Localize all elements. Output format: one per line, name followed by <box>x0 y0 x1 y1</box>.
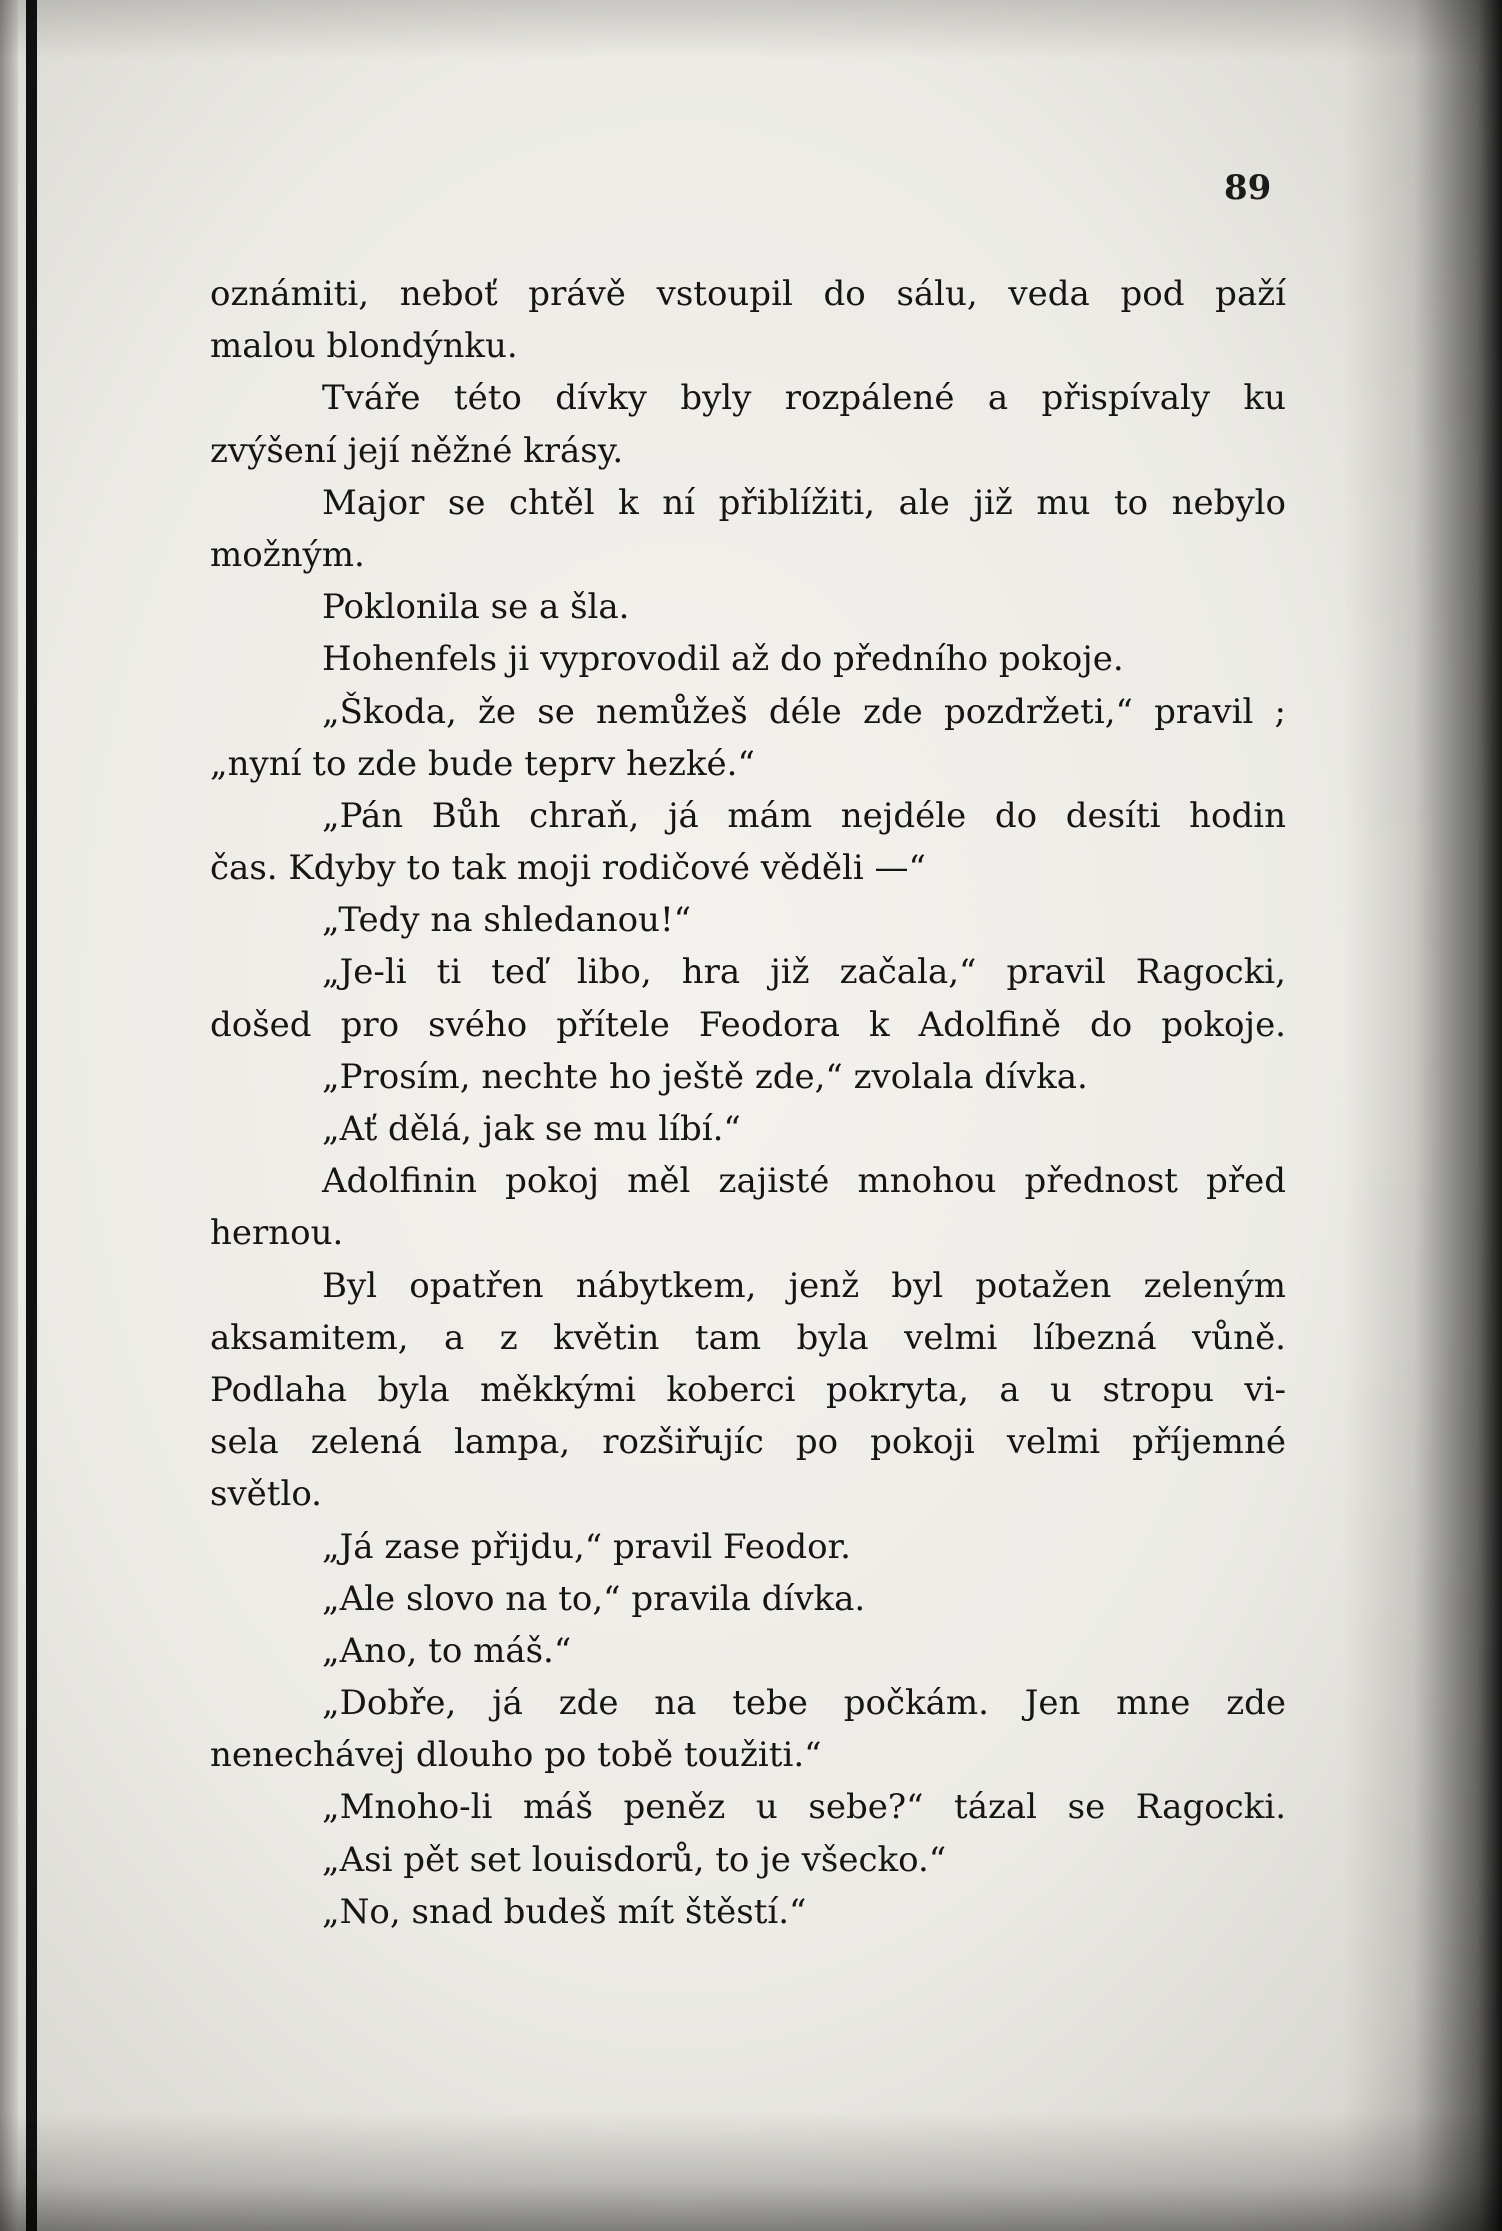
text-line: nenechávej dlouho po tobě toužiti.“ <box>210 1735 822 1776</box>
text-line: malou blondýnku. <box>210 326 518 367</box>
top-shadow <box>0 0 1502 60</box>
text-line: možným. <box>210 534 365 575</box>
text-line: oznámiti, neboť právě vstoupil do sálu, veda pod paží <box>210 274 1286 314</box>
text-line: „Ale slovo na to,“ pravila dívka. <box>322 1578 866 1619</box>
text-line: „Tedy na shledanou!“ <box>322 900 692 941</box>
text-line: „Asi pět set louisdorů, to je všecko.“ <box>322 1839 947 1880</box>
text-line: aksamitem, a z květin tam byla velmi líbezná vůně. <box>210 1317 1286 1358</box>
text-line: čas. Kdyby to tak moji rodičové věděli —“ <box>210 848 926 889</box>
text-line: „Dobře, já zde na tebe počkám. Jen mne zde <box>322 1683 1286 1724</box>
text-line: Poklonila se a šla. <box>322 587 630 628</box>
text-line: sela zelená lampa, rozšiřujíc po pokoji velmi příjemné <box>210 1422 1286 1463</box>
text-line: „Já zase přijdu,“ pravil Feodor. <box>322 1526 851 1567</box>
text-line: došed pro svého přítele Feodora k Adolfině do pokoje. <box>210 1004 1286 1045</box>
body-text <box>210 268 1286 1938</box>
binding-edge <box>0 0 18 2231</box>
text-line: Hohenfels ji vyprovodil až do předního pokoje. <box>322 639 1124 680</box>
text-line: Tváře této dívky byly rozpálené a přispívaly ku <box>322 378 1286 419</box>
text-line: světlo. <box>210 1474 322 1515</box>
text-line: „Ano, to máš.“ <box>322 1630 572 1671</box>
text-line: „Ať dělá, jak se mu líbí.“ <box>322 1109 741 1149</box>
text-line: „Pán Bůh chraň, já mám nejdéle do desíti hodin <box>322 795 1286 836</box>
text-line: „nyní to zde bude teprv hezké.“ <box>210 743 755 784</box>
text-line: hernou. <box>210 1213 344 1254</box>
text-line: „Je-li ti teď libo, hra již začala,“ pravil Ragocki, <box>322 952 1286 993</box>
text-line: „No, snad budeš mít štěstí.“ <box>322 1891 807 1932</box>
bottom-edge-shadow <box>0 2111 1502 2231</box>
text-line: Adolfinin pokoj měl zajisté mnohou přednost před <box>322 1161 1286 1202</box>
text-line: zvýšení její něžné krásy. <box>210 430 624 471</box>
binding-rule <box>26 0 37 2231</box>
text-line: Podlaha byla měkkými koberci pokryta, a u stropu vi- <box>210 1369 1286 1410</box>
right-edge-shadow <box>1342 0 1502 2231</box>
text-line: „Prosím, nechte ho ještě zde,“ zvolala dívka. <box>322 1056 1088 1097</box>
page-number: 89 <box>1224 168 1272 208</box>
text-line: „Škoda, že se nemůžeš déle zde pozdržeti,“ pravil ; <box>322 691 1286 732</box>
text-line: Byl opatřen nábytkem, jenž byl potažen zeleným <box>322 1265 1286 1306</box>
text-line: Major se chtěl k ní přiblížiti, ale již mu to nebylo <box>322 482 1286 523</box>
text-line: „Mnoho-li máš peněz u sebe?“ tázal se Ragocki. <box>322 1787 1286 1828</box>
